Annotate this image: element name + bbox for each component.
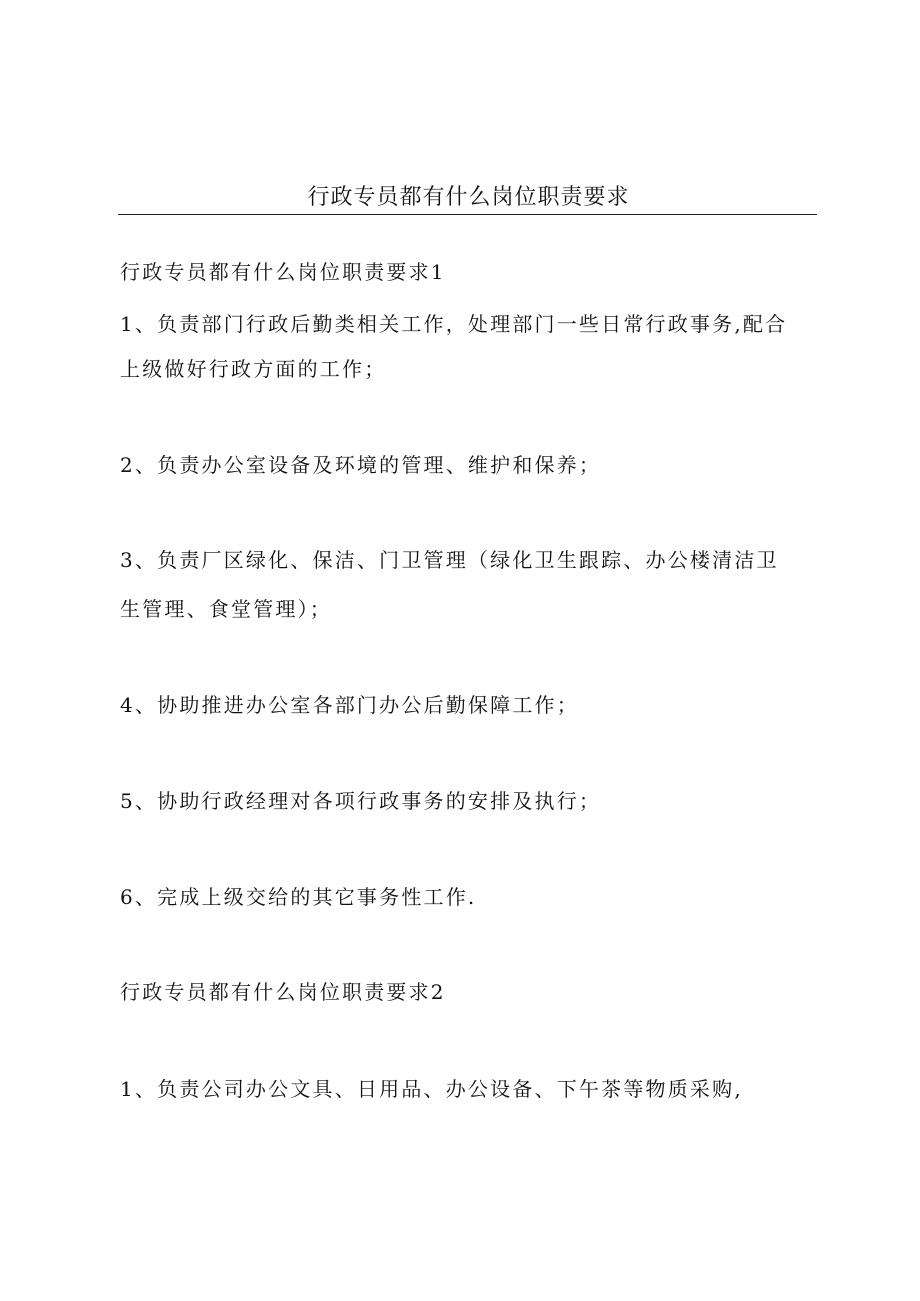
section-heading: 行政专员都有什么岗位职责要求1 bbox=[120, 260, 446, 284]
list-item-line: 4、协助推进办公室各部门办公后勤保障工作； bbox=[120, 693, 579, 717]
document-title: 行政专员都有什么岗位职责要求 bbox=[307, 185, 630, 210]
list-item-line: 3、负责厂区绿化、保洁、门卫管理（绿化卫生跟踪、办公楼清洁卫 bbox=[120, 548, 779, 572]
title-underline bbox=[118, 214, 817, 215]
list-item-line: 2、负责办公室设备及环境的管理、维护和保养； bbox=[120, 453, 602, 477]
section-heading: 行政专员都有什么岗位职责要求2 bbox=[120, 980, 446, 1004]
list-item-line: 5、协助行政经理对各项行政事务的安排及执行； bbox=[120, 789, 602, 813]
list-item-line: 上级做好行政方面的工作； bbox=[120, 357, 387, 381]
list-item-line: 生管理、食堂管理）； bbox=[120, 597, 332, 621]
list-item-line: 1、负责公司办公文具、日用品、办公设备、下午茶等物质采购, bbox=[120, 1077, 743, 1101]
list-item-line: 6、完成上级交给的其它事务性工作. bbox=[120, 885, 477, 909]
list-item-line: 1、负责部门行政后勤类相关工作，处理部门一些日常行政事务,配合 bbox=[120, 312, 788, 336]
